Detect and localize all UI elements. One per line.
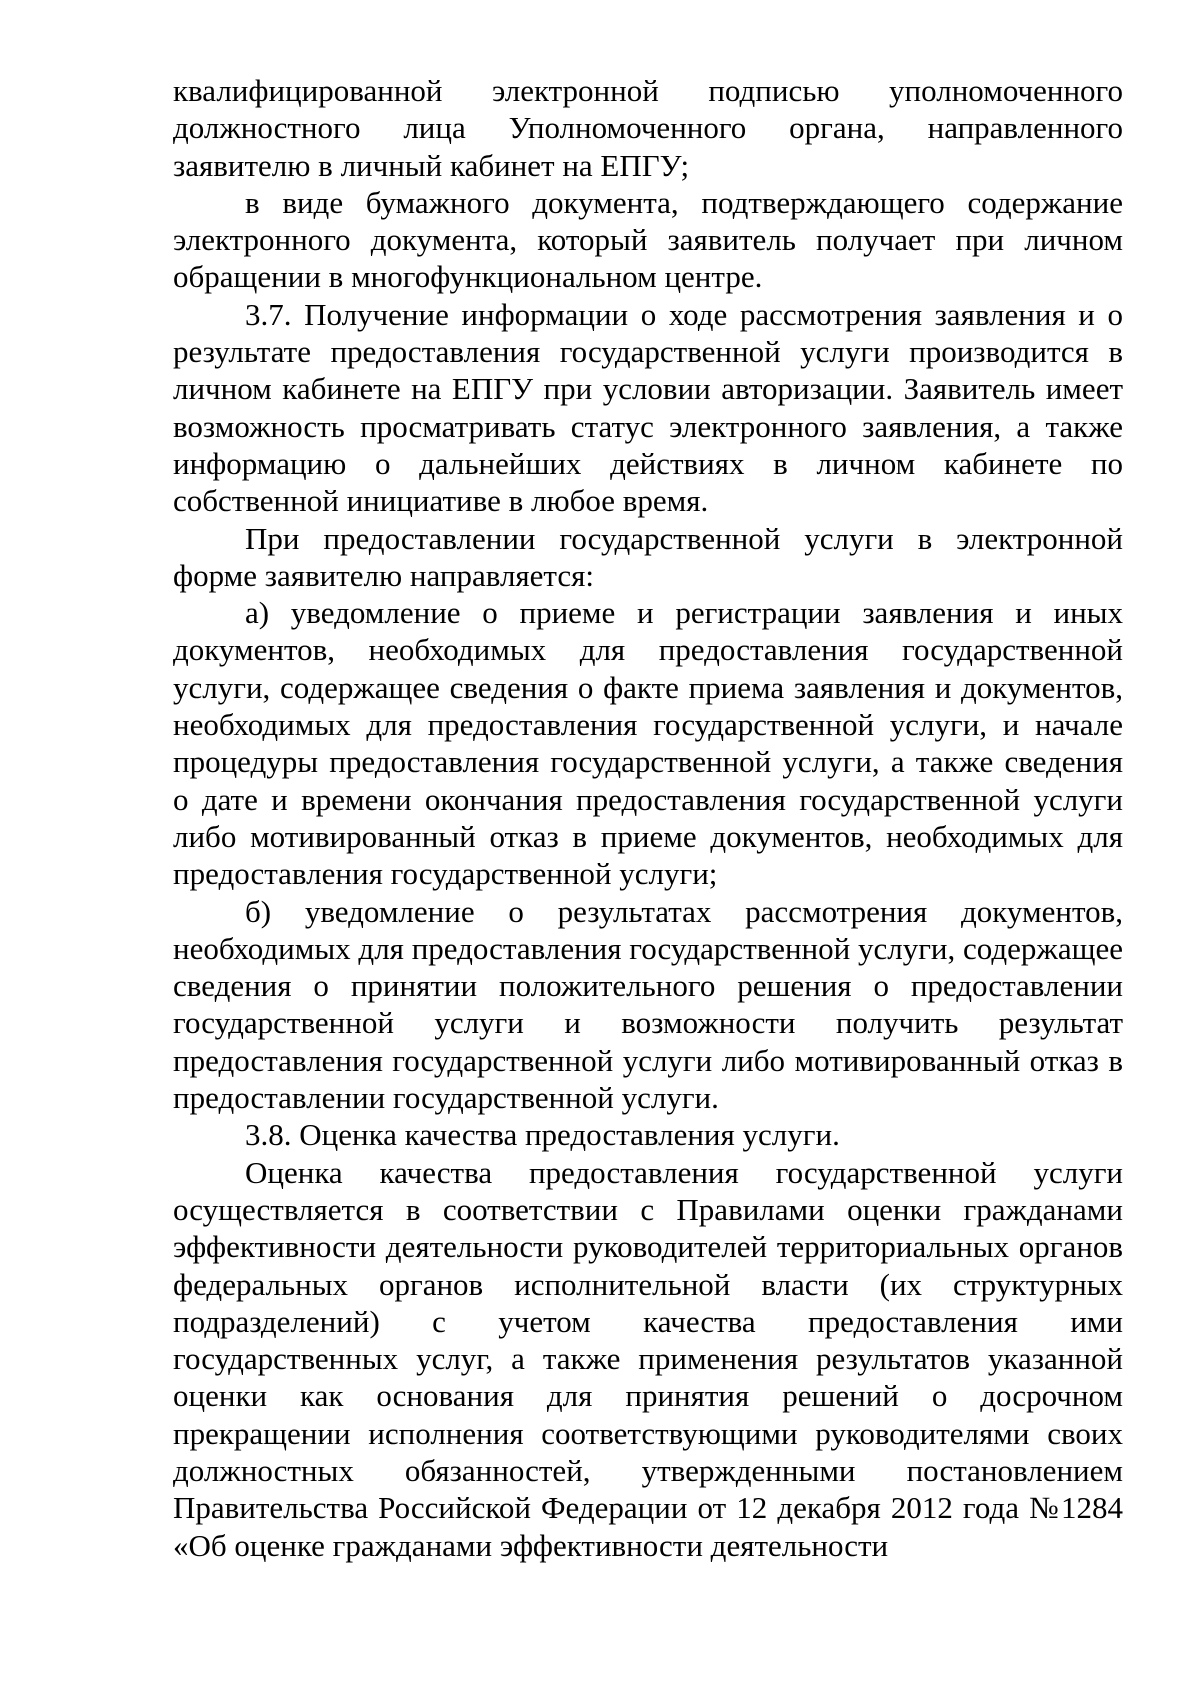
paragraph-item-a: а) уведомление о приеме и регистрации заявления и иных документов, необходимых для предоставления государственной услуги, содержащее сведения о факте приема заявления и документов, необходимых для предоставления государственной услуги, и начале процедуры предоставления государственной услуги, а также сведения о дате и времени окончания предоставления государственной услуги либо мотивированный отказ в приеме документов, необходимых для предоставления государственной услуги; — [173, 595, 1123, 892]
paragraph-paper-document: в виде бумажного документа, подтверждающего содержание электронного документа, который заявитель получает при личном обращении в многофункциональном центре. — [173, 184, 1123, 295]
paragraph-section-3-7: 3.7. Получение информации о ходе рассмотрения заявления и о результате предоставления государственной услуги производится в личном кабинете на ЕПГУ при условии авторизации. Заявитель имеет возможность просматривать статус электронного заявления, а также информацию о дальнейших действиях в личном кабинете по собственной инициативе в любое время. — [173, 296, 1123, 519]
paragraph-item-b: б) уведомление о результатах рассмотрения документов, необходимых для предоставления государственной услуги, содержащее сведения о принятии положительного решения о предоставлении государственной услуги и возможности получить результат предоставления государственной услуги либо мотивированный отказ в предоставлении государственной услуги. — [173, 893, 1123, 1116]
paragraph-electronic-notice-intro: При предоставлении государственной услуги в электронной форме заявителю направляется: — [173, 520, 1123, 593]
document-body — [173, 72, 1123, 1564]
paragraph-signature-continuation: квалифицированной электронной подписью уполномоченного должностного лица Уполномоченного органа, направленного заявителю в личный кабинет на ЕПГУ; — [173, 73, 1123, 183]
paragraph-quality-assessment: Оценка качества предоставления государственной услуги осуществляется в соответствии с Правилами оценки гражданами эффективности деятельности руководителей территориальных органов федеральных органов исполнительной власти (их структурных подразделений) с учетом качества предоставления ими государственных услуг, а также применения результатов указанной оценки как основания для принятия решений о досрочном прекращении исполнения соответствующими руководителями своих должностных обязанностей, утвержденными постановлением Правительства Российской Федерации от 12 декабря 2012 года №1284 «Об оценке гражданами эффективности деятельности — [173, 1154, 1123, 1563]
paragraph-section-3-8-heading: 3.8. Оценка качества предоставления услуги. — [245, 1117, 840, 1153]
